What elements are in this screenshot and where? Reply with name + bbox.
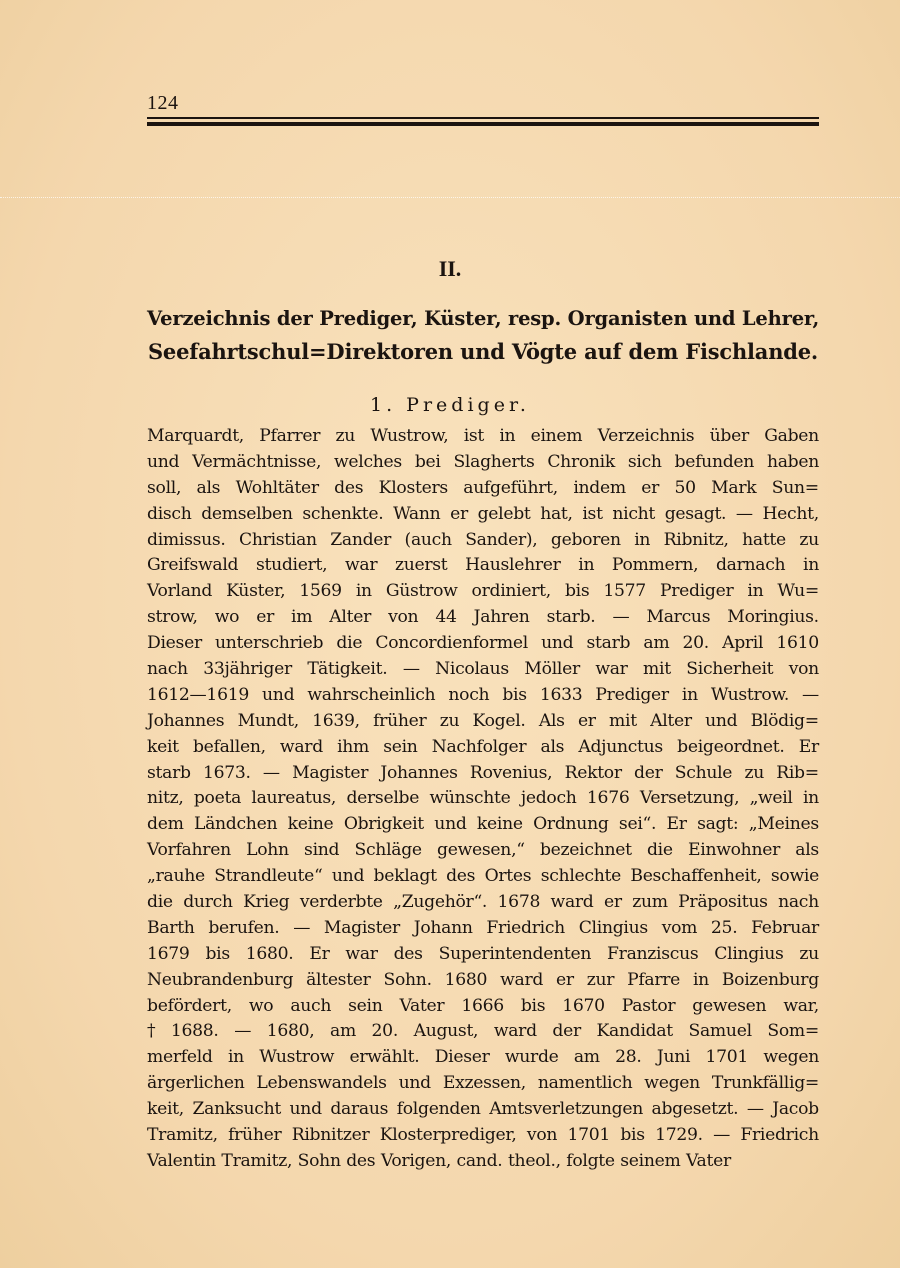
body-line: Vorland Küster, 1569 in Güstrow ordiniert, bis 1577 Prediger in Wu= [147,581,819,602]
body-line: ärgerlichen Lebenswandels und Exzessen, namentlich wegen Trunkfällig= [147,1073,819,1094]
body-line: Marquardt, Pfarrer zu Wustrow, ist in einem Verzeichnis über Gaben [147,426,819,446]
fold-line [0,197,900,198]
body-line: merfeld in Wustrow erwählt. Dieser wurde am 28. Juni 1701 wegen [147,1047,819,1068]
header-rule [147,117,819,126]
body-line: disch demselben schenkte. Wann er gelebt hat, ist nicht gesagt. — Hecht, [147,503,819,524]
body-line: † 1688. — 1680, am 20. August, ward der Kandidat Samuel Som= [147,1021,819,1042]
body-text [147,424,819,1175]
body-line: Vorfahren Lohn sind Schläge gewesen,“ bezeichnet die Einwohner als [147,840,819,861]
subheading: 1. Prediger. [370,394,530,416]
body-line: soll, als Wohltäter des Klosters aufgeführt, indem er 50 Mark Sun= [147,477,819,498]
heading-line: Seefahrtschul=Direktoren und Vögte auf dem Fischlande. [147,339,819,364]
heading-line: Verzeichnis der Prediger, Küster, resp. Organisten und Lehrer, [147,307,820,330]
body-line: 1612—1619 und wahrscheinlich noch bis 1633 Prediger in Wustrow. — [147,684,819,705]
body-line: die durch Krieg verderbte „Zugehör“. 1678 ward er zum Präpositus nach [147,892,819,913]
body-line: nach 33jähriger Tätigkeit. — Nicolaus Möller war mit Sicherheit von [147,659,819,680]
body-line: Neubrandenburg ältester Sohn. 1680 ward er zur Pfarre in Boizenburg [147,969,819,990]
body-line: Valentin Tramitz, Sohn des Vorigen, cand. theol., folgte seinem Vater [147,1150,731,1171]
body-line: strow, wo er im Alter von 44 Jahren starb. — Marcus Moringius. [147,607,819,628]
body-line: Dieser unterschrieb die Concordienformel und starb am 20. April 1610 [147,633,819,654]
body-line: dem Ländchen keine Obrigkeit und keine Ordnung sei“. Er sagt: „Meines [147,814,819,835]
body-line: Tramitz, früher Ribnitzer Klosterprediger, von 1701 bis 1729. — Friedrich [147,1125,819,1146]
page-number: 124 [147,92,179,114]
section-heading [147,302,819,368]
body-line: Johannes Mundt, 1639, früher zu Kogel. Als er mit Alter und Blödig= [147,710,819,731]
body-line: keit, Zanksucht und daraus folgenden Amtsverletzungen abgesetzt. — Jacob [147,1099,819,1120]
body-line: Barth berufen. — Magister Johann Friedrich Clingius vom 25. Februar [147,917,819,938]
body-line: befördert, wo auch sein Vater 1666 bis 1670 Pastor gewesen war, [147,995,819,1016]
body-line: nitz, poeta laureatus, derselbe wünschte jedoch 1676 Versetzung, „weil in [147,788,819,809]
body-line: 1679 bis 1680. Er war des Superintendenten Franziscus Clingius zu [147,943,819,964]
body-line: dimissus. Christian Zander (auch Sander), geboren in Ribnitz, hatte zu [147,529,819,550]
body-line: keit befallen, ward ihm sein Nachfolger als Adjunctus beigeordnet. Er [147,736,819,757]
body-line: Greifswald studiert, war zuerst Hauslehrer in Pommern, darnach in [147,555,819,576]
section-numeral: II. [438,256,462,281]
body-line: starb 1673. — Magister Johannes Rovenius, Rektor der Schule zu Rib= [147,762,819,783]
body-line: und Vermächtnisse, welches bei Slagherts Chronik sich befunden haben [147,451,819,472]
body-line: „rauhe Strandleute“ und beklagt des Ortes schlechte Beschaffenheit, sowie [147,866,819,887]
